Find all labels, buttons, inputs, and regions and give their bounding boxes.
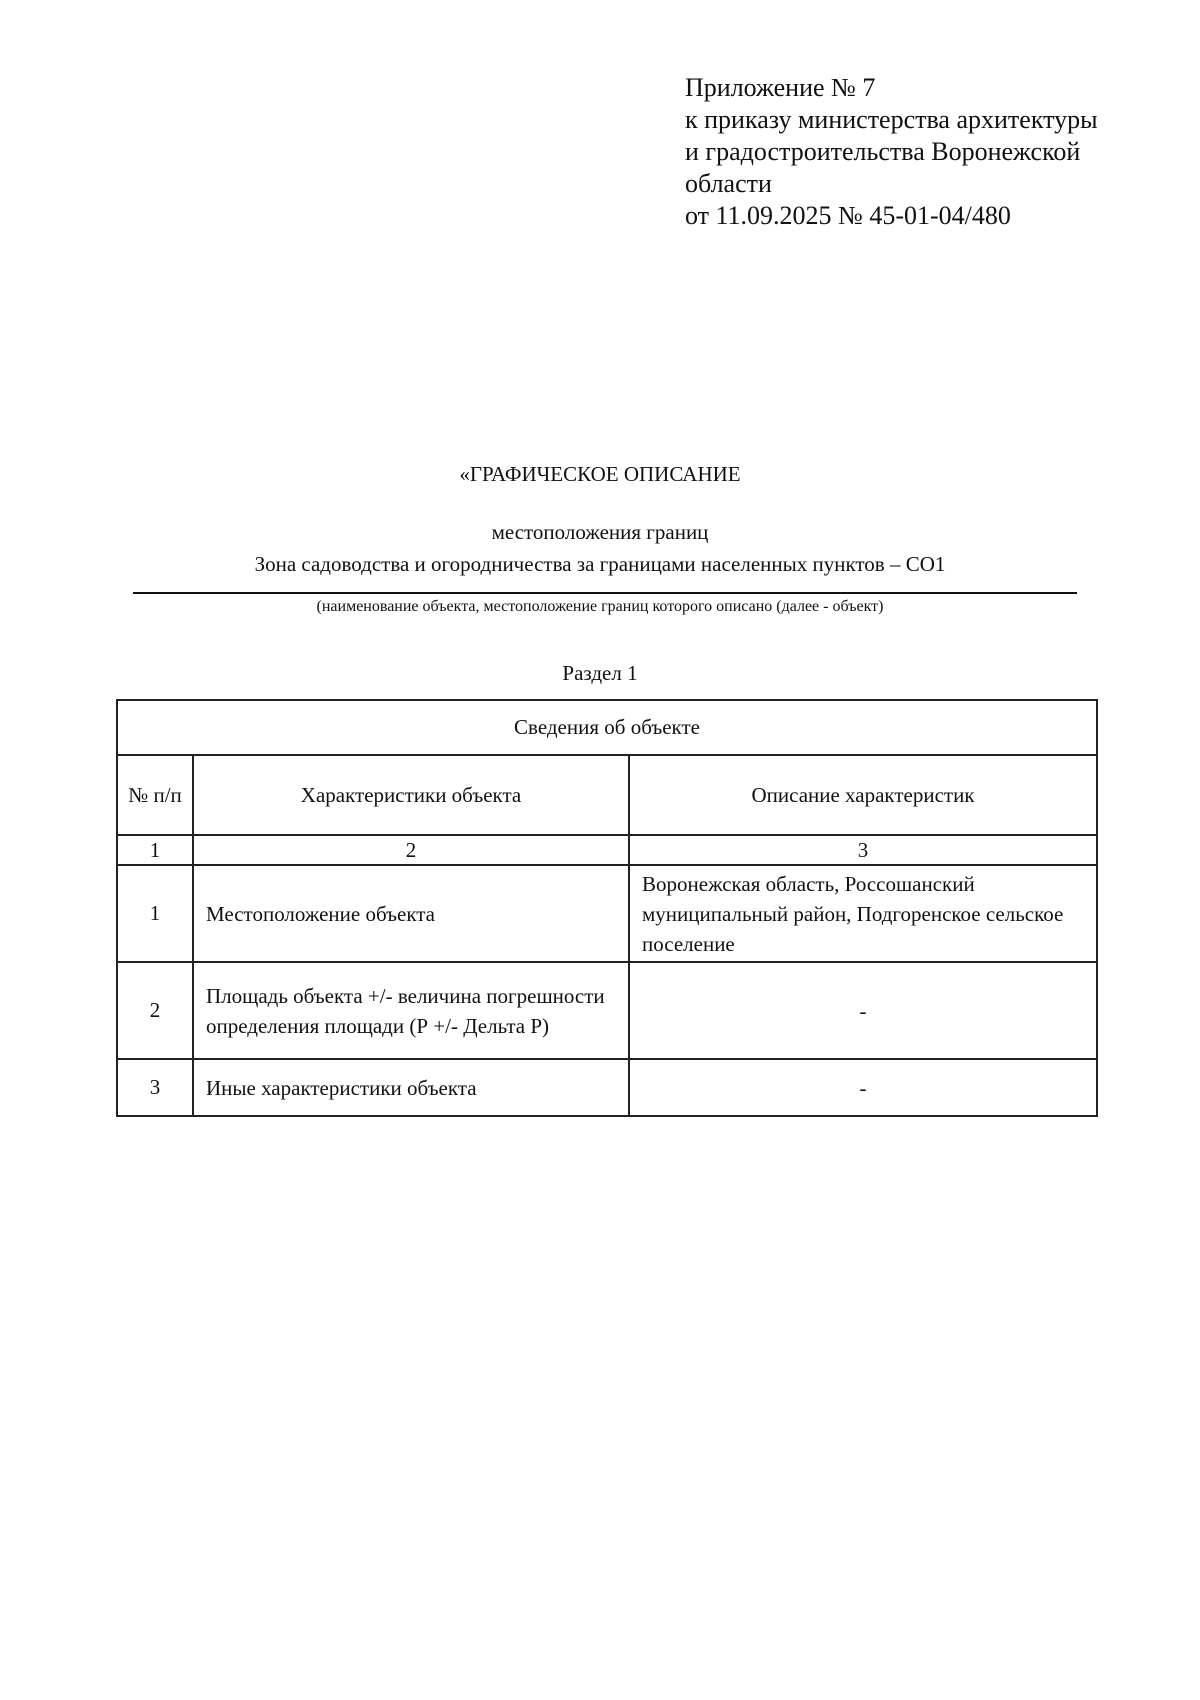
- appendix-line-3: и градостроительства Воронежской: [685, 137, 1081, 166]
- header-characteristics: Характеристики объекта: [193, 755, 629, 835]
- section-label: Раздел 1: [562, 661, 638, 685]
- appendix-line-5: от 11.09.2025 № 45-01-04/480: [685, 201, 1011, 230]
- table-caption: Сведения об объекте: [117, 700, 1097, 755]
- row-characteristic: Иные характеристики объекта: [193, 1059, 629, 1116]
- appendix-line-1: Приложение № 7: [685, 73, 876, 102]
- row-num: 3: [117, 1059, 193, 1116]
- object-info-table: [116, 699, 1098, 1117]
- header-num: № п/п: [117, 755, 193, 835]
- table-index-row: [117, 835, 1097, 865]
- document-title: «ГРАФИЧЕСКОЕ ОПИСАНИЕ: [459, 462, 741, 486]
- row-characteristic: Местоположение объекта: [193, 865, 629, 962]
- row-num: 1: [117, 865, 193, 962]
- table-row: [117, 962, 1097, 1059]
- object-name: Зона садоводства и огородничества за границами населенных пунктов – СО1: [254, 552, 946, 576]
- index-cell: 3: [629, 835, 1097, 865]
- row-description: Воронежская область, Россошанский муниципальный район, Подгоренское сельское поселение: [629, 865, 1097, 962]
- underline-caption: (наименование объекта, местоположение границ которого описано (далее - объект): [316, 598, 884, 615]
- table-header-row: [117, 755, 1097, 835]
- header-description: Описание характеристик: [629, 755, 1097, 835]
- table-row: [117, 1059, 1097, 1116]
- row-description: -: [629, 1059, 1097, 1116]
- table-row: [117, 865, 1097, 962]
- row-num: 2: [117, 962, 193, 1059]
- row-characteristic: Площадь объекта +/- величина погрешности определения площади (Р +/- Дельта Р): [193, 962, 629, 1059]
- index-cell: 2: [193, 835, 629, 865]
- row-description: -: [629, 962, 1097, 1059]
- document-subtitle: местоположения границ: [491, 520, 709, 544]
- underline-divider: [133, 592, 1077, 594]
- appendix-line-2: к приказу министерства архитектуры: [685, 105, 1098, 134]
- appendix-line-4: области: [685, 169, 772, 198]
- appendix-block: [685, 72, 1185, 232]
- index-cell: 1: [117, 835, 193, 865]
